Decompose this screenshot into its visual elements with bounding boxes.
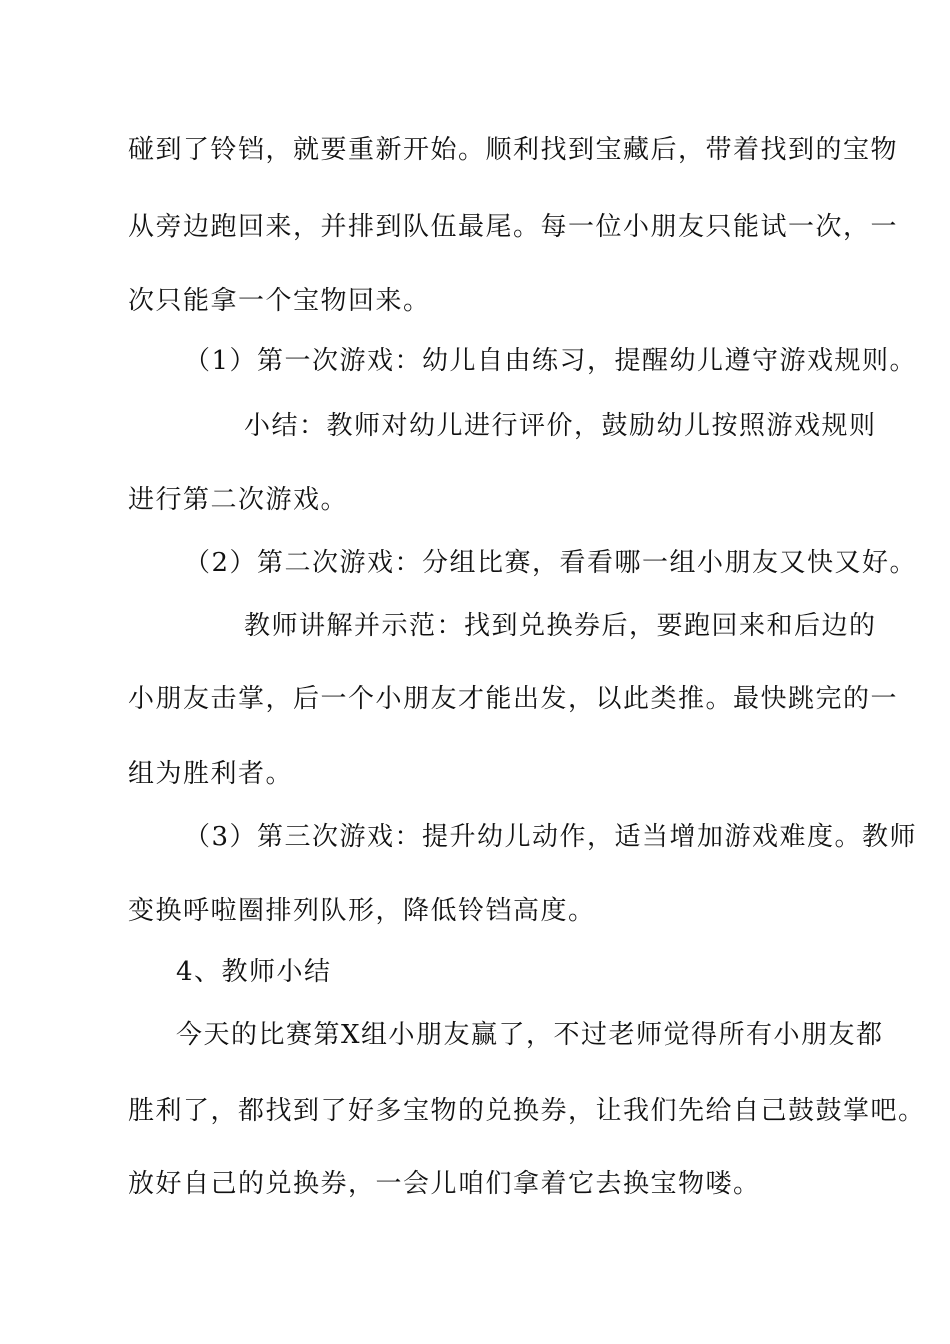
text-line: 小朋友击掌，后一个小朋友才能出发，以此类推。最快跳完的一: [128, 684, 899, 714]
text-line: 碰到了铃铛，就要重新开始。顺利找到宝藏后，带着找到的宝物: [128, 135, 899, 165]
instruction-text: 教师讲解并示范：找到兑换券后，要跑回来和后边的: [244, 611, 877, 641]
summary-text: 小结：教师对幼儿进行评价，鼓励幼儿按照游戏规则: [244, 411, 877, 441]
text-line: 次只能拿一个宝物回来。: [128, 286, 431, 316]
list-item-text: （1）第一次游戏：幼儿自由练习，提醒幼儿遵守游戏规则。: [184, 346, 918, 376]
paragraph-text: 今天的比赛第X组小朋友赢了，不过老师觉得所有小朋友都: [176, 1020, 884, 1050]
list-item-text: （2）第二次游戏：分组比赛，看看哪一组小朋友又快又好。: [184, 548, 918, 578]
text-line: 变换呼啦圈排列队形，降低铃铛高度。: [128, 896, 596, 926]
text-line: 组为胜利者。: [128, 759, 294, 789]
text-line: 从旁边跑回来，并排到队伍最尾。每一位小朋友只能试一次，一: [128, 212, 899, 242]
list-item-text: （3）第三次游戏：提升幼儿动作，适当增加游戏难度。教师: [184, 822, 918, 852]
section-heading: 4、教师小结: [176, 957, 332, 987]
text-line: 胜利了，都找到了好多宝物的兑换券，让我们先给自己鼓鼓掌吧。: [128, 1096, 926, 1126]
text-line: 进行第二次游戏。: [128, 485, 349, 515]
text-line: 放好自己的兑换券，一会儿咱们拿着它去换宝物喽。: [128, 1169, 761, 1199]
